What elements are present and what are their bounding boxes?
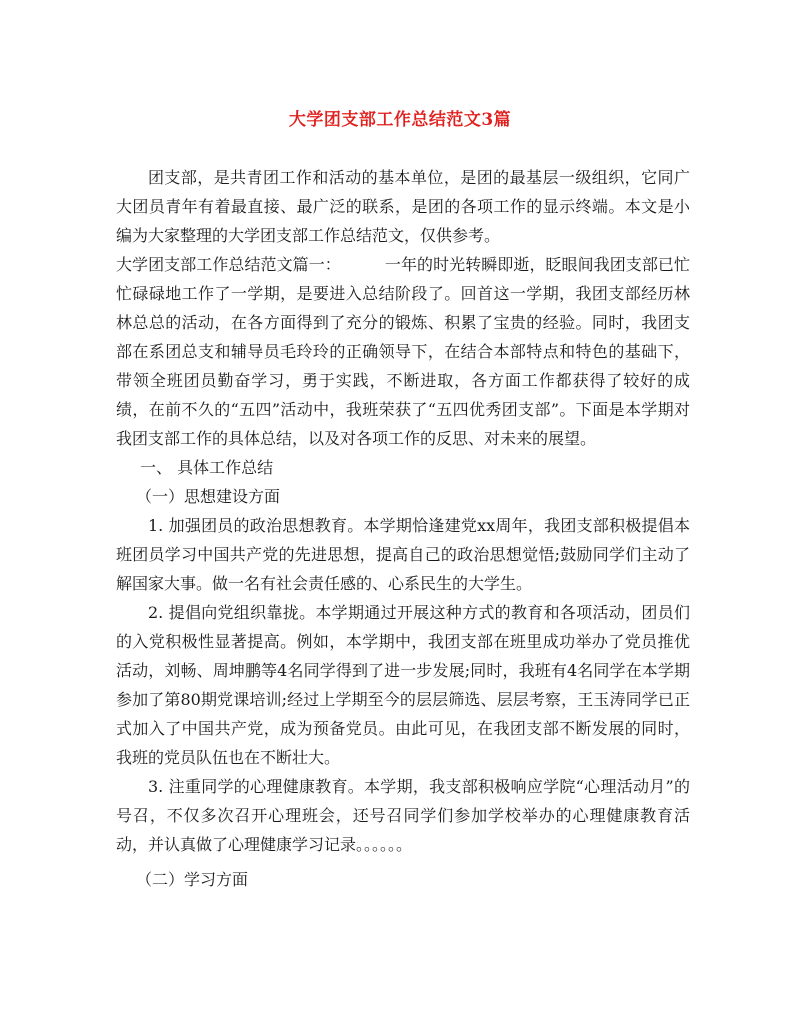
subsection-heading-2: （二）学习方面 bbox=[136, 870, 249, 889]
subsection-heading-1: （一）思想建设方面 bbox=[136, 487, 281, 506]
essay-paragraph bbox=[116, 250, 690, 453]
essay-first-paragraph: 一年的时光转瞬即逝，眨眼间我团支部已忙忙碌碌地工作了一学期，是要进入总结阶段了。回首这一学期，我团支部经历林林总总的活动，在各方面得到了充分的锻炼、积累了宝贵的经验。同时，我团支部在系团总支和辅导员毛玲玲的正确领导下，在结合本部特点和特色的基础下，带领全班团员勤奋学习，勇于实践，不断进取，各方面工作都获得了较好的成绩，在前不久的“五四”活动中，我班荣获了“五四优秀团支部”。下面是本学期对我团支部工作的具体总结，以及对各项工作的反思、对未来的展望。 bbox=[116, 255, 690, 448]
list-item-1: 1. 加强团员的政治思想教育。本学期恰逢建党xx周年，我团支部积极提倡本班团员学习中国共产党的先进思想，提高自己的政治思想觉悟;鼓励同学们主动了解国家大事。做一名有社会责任感的、心系民生的大学生。 bbox=[116, 516, 690, 593]
list-item-2: 2. 提倡向党组织靠拢。本学期通过开展这种方式的教育和各项活动，团员们的入党积极性显著提高。例如，本学期中，我团支部在班里成功举办了党员推优活动，刘畅、周坤鹏等4名同学得到了进一步发展;同时，我班有4名同学在本学期参加了第80期党课培训;经过上学期至今的层层筛选、层层考察，王玉涛同学已正式加入了中国共产党，成为预备党员。由此可见，在我团支部不断发展的同时，我班的党员队伍也在不断壮大。 bbox=[116, 603, 690, 767]
document-body bbox=[116, 163, 690, 894]
intro-paragraph: 团支部，是共青团工作和活动的基本单位，是团的最基层一级组织，它同广大团员青年有着最直接、最广泛的联系，是团的各项工作的显示终端。本文是小编为大家整理的大学团支部工作总结范文，仅供参考。 bbox=[116, 168, 690, 245]
essay-label: 大学团支部工作总结范文篇一： bbox=[116, 255, 341, 274]
list-item-3: 3. 注重同学的心理健康教育。本学期，我支部积极响应学院“心理活动月”的号召，不仅多次召开心理班会，还号召同学们参加学校举办的心理健康教育活动，并认真做了心理健康学习记录。。。。。。 bbox=[116, 777, 690, 854]
section-heading-1: 一、 具体工作总结 bbox=[140, 458, 274, 477]
document-title: 大学团支部工作总结范文3篇 bbox=[288, 110, 512, 130]
